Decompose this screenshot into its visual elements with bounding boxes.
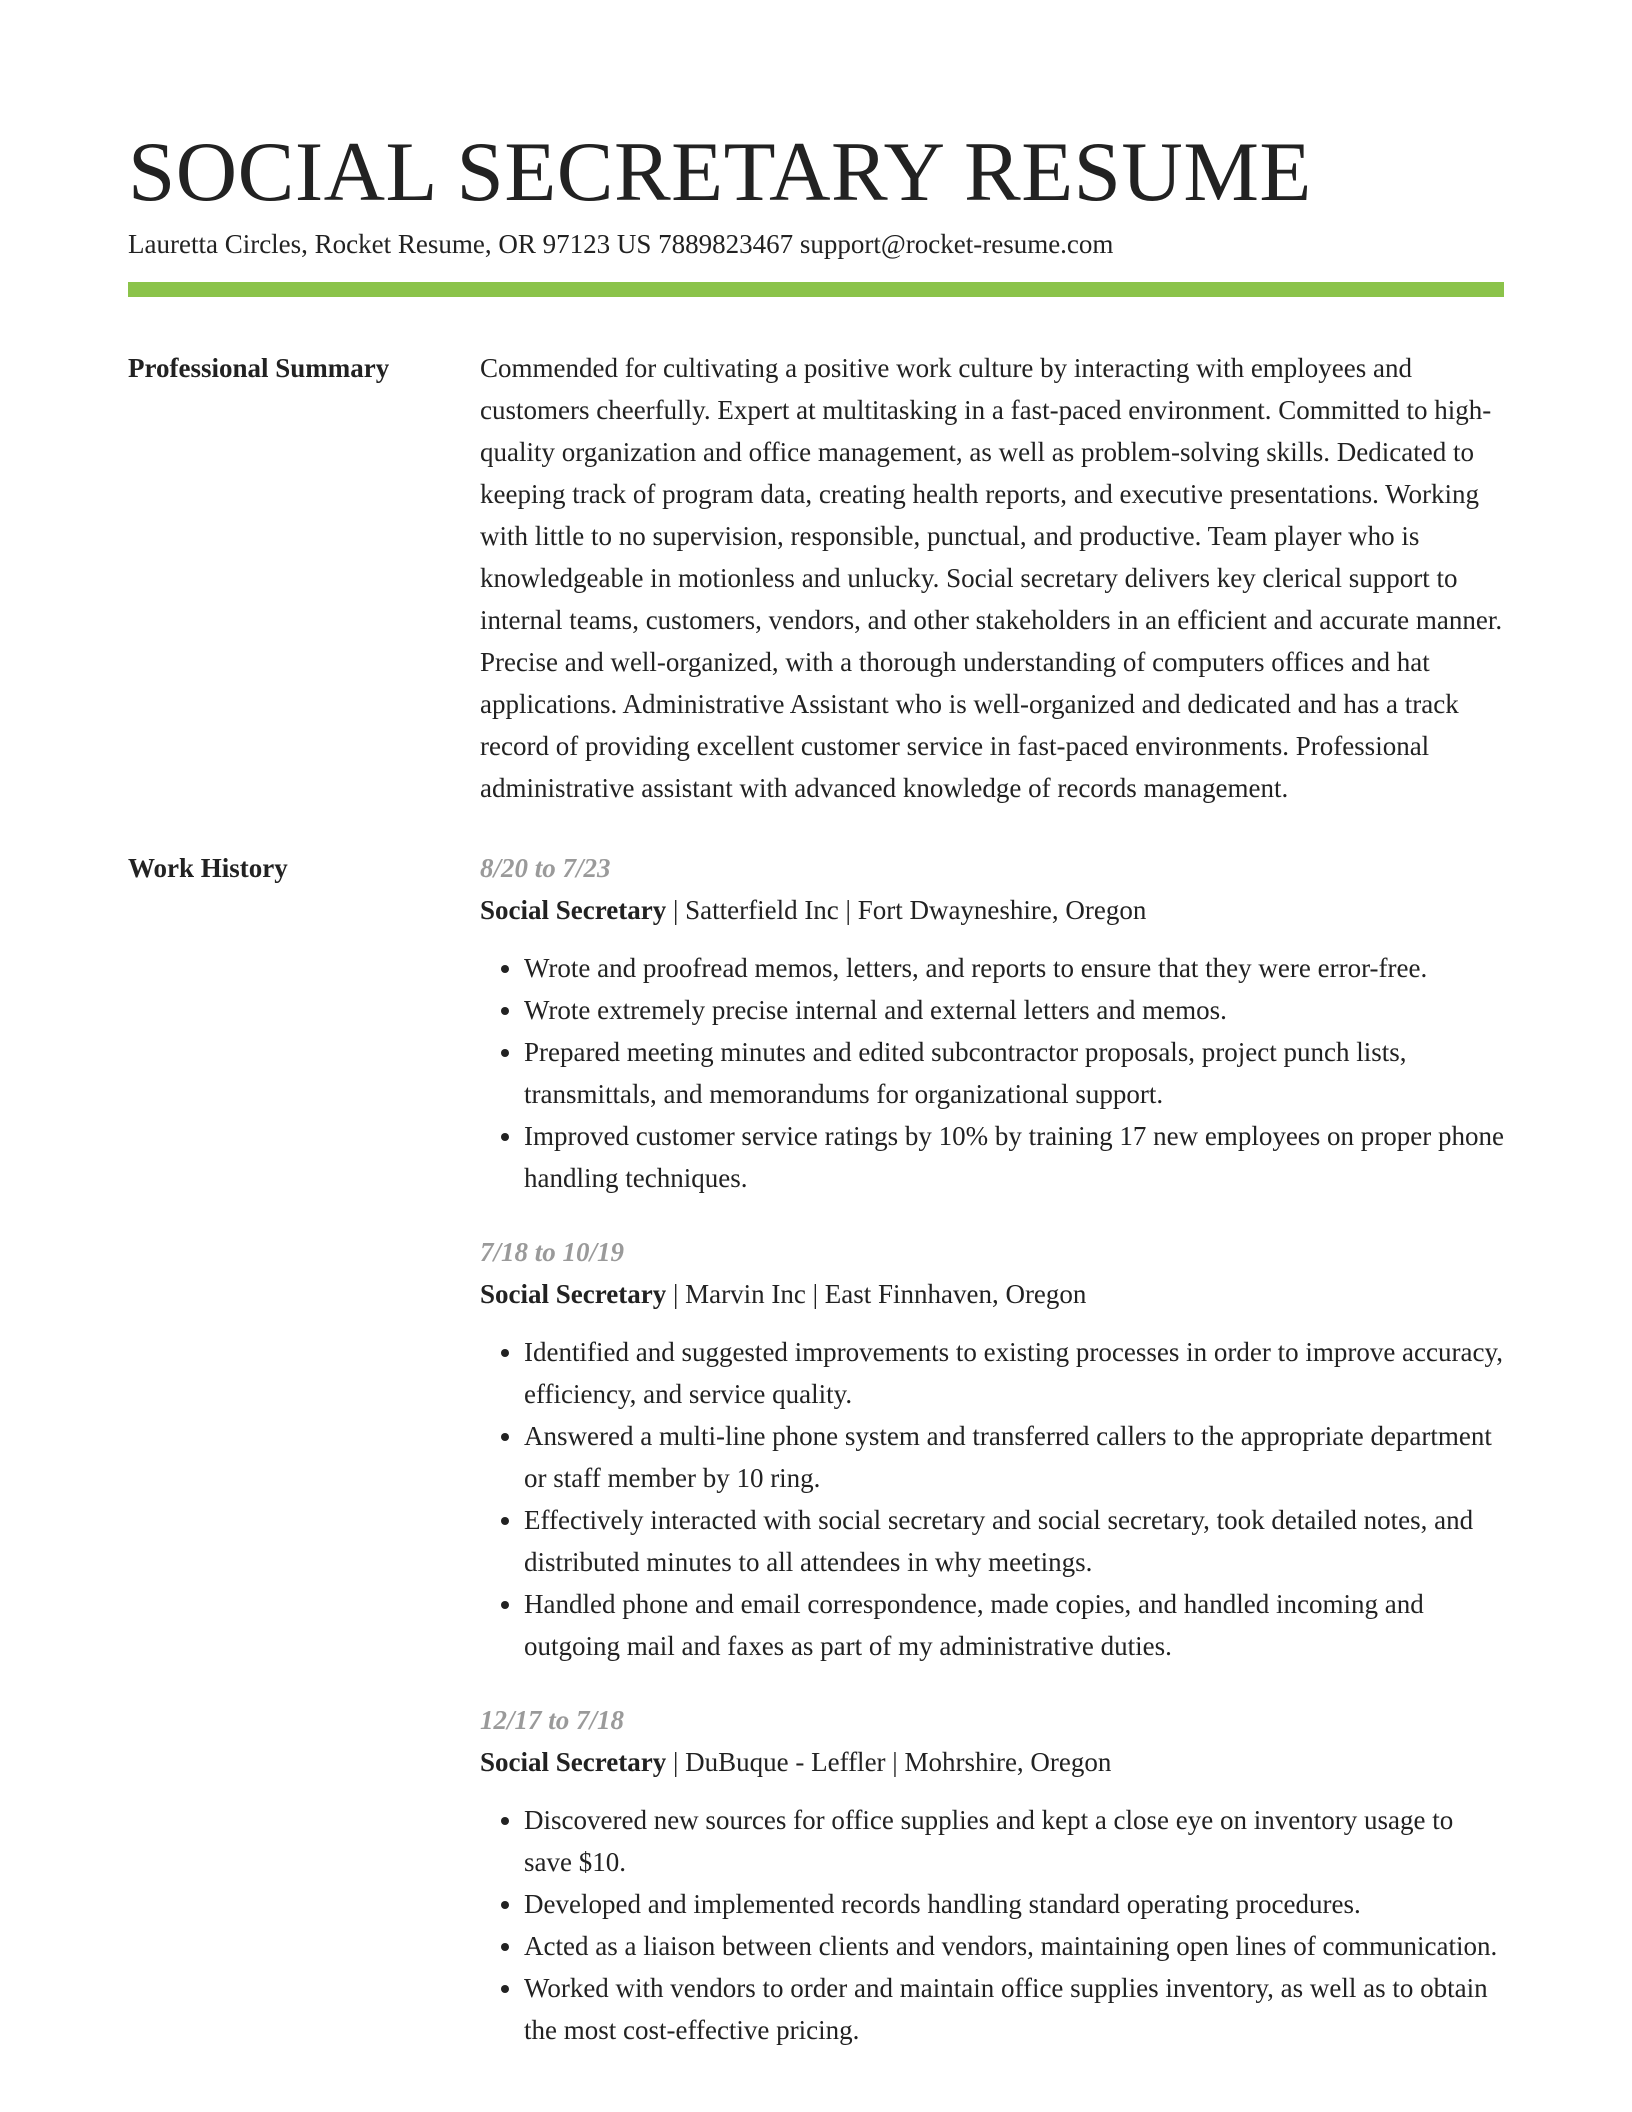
job-heading xyxy=(480,1741,1504,1783)
job-bullet: • Worked with vendors to order and maintain office supplies inventory, as well as to obtain the most cost-effective pricing. xyxy=(524,1967,1504,2051)
contact-line: Lauretta Circles, Rocket Resume, OR 97123 US 7889823467 support@rocket-resume.com xyxy=(128,229,1114,259)
work-history-body xyxy=(480,847,1504,2083)
job-entry xyxy=(480,1699,1504,2051)
job-title: Social Secretary xyxy=(480,895,667,925)
section-label-work-history: Work History xyxy=(128,853,288,883)
job-bullet: • Discovered new sources for office supplies and kept a close eye on inventory usage to save $10. xyxy=(524,1799,1504,1883)
resume-page xyxy=(128,118,1504,2083)
job-details: | Marvin Inc | East Finnhaven, Oregon xyxy=(666,1279,1087,1309)
resume-title: SOCIAL SECRETARY RESUME xyxy=(128,125,1312,219)
job-bullet: • Wrote extremely precise internal and external letters and memos. xyxy=(524,989,1504,1031)
job-bullet: • Acted as a liaison between clients and vendors, maintaining open lines of communication. xyxy=(524,1925,1504,1967)
job-title: Social Secretary xyxy=(480,1279,667,1309)
summary-text: Commended for cultivating a positive work culture by interacting with employees and customers cheerfully. Expert at multitasking in a fast-paced environment. Committed to high-quality organization and office management, as well as problem-solving skills. Dedicated to keeping track of program data, creating health reports, and executive presentations. Working with little to no supervision, responsible, punctual, and productive. Team player who is knowledgeable in motionless and unlucky. Social secretary delivers key clerical support to internal teams, customers, vendors, and other stakeholders in an efficient and accurate manner. Precise and well-organized, with a thorough understanding of computers offices and hat applications. Administrative Assistant who is well-organized and dedicated and has a track record of providing excellent customer service in fast-paced environments. Professional administrative assistant with advanced knowledge of records management. xyxy=(480,353,1503,803)
job-heading xyxy=(480,889,1504,931)
job-bullet: • Developed and implemented records handling standard operating procedures. xyxy=(524,1883,1504,1925)
job-bullets xyxy=(480,947,1504,1199)
job-dates: 8/20 to 7/23 xyxy=(480,853,611,883)
job-heading xyxy=(480,1273,1504,1315)
job-bullet: • Answered a multi-line phone system and transferred callers to the appropriate department or staff member by 10 ring. xyxy=(524,1415,1504,1499)
job-bullet: • Effectively interacted with social secretary and social secretary, took detailed notes, and distributed minutes to all attendees in why meetings. xyxy=(524,1499,1504,1583)
job-dates: 12/17 to 7/18 xyxy=(480,1705,625,1735)
professional-summary-section xyxy=(128,347,1504,809)
job-bullet: • Improved customer service ratings by 10% by training 17 new employees on proper phone handling techniques. xyxy=(524,1115,1504,1199)
section-label-summary: Professional Summary xyxy=(128,353,390,383)
job-entry xyxy=(480,847,1504,1199)
header-accent-rule xyxy=(128,282,1504,297)
job-dates: 7/18 to 10/19 xyxy=(480,1237,625,1267)
job-bullets xyxy=(480,1331,1504,1667)
job-details: | DuBuque - Leffler | Mohrshire, Oregon xyxy=(666,1747,1112,1777)
job-bullet: • Identified and suggested improvements to existing processes in order to improve accuracy, efficiency, and service quality. xyxy=(524,1331,1504,1415)
job-bullets xyxy=(480,1799,1504,2051)
summary-body xyxy=(480,347,1504,809)
job-bullet: • Handled phone and email correspondence, made copies, and handled incoming and outgoing mail and faxes as part of my administrative duties. xyxy=(524,1583,1504,1667)
job-bullet: • Prepared meeting minutes and edited subcontractor proposals, project punch lists, transmittals, and memorandums for organizational support. xyxy=(524,1031,1504,1115)
job-bullet: • Wrote and proofread memos, letters, and reports to ensure that they were error-free. xyxy=(524,947,1504,989)
job-details: | Satterfield Inc | Fort Dwayneshire, Oregon xyxy=(666,895,1147,925)
job-title: Social Secretary xyxy=(480,1747,667,1777)
job-entry xyxy=(480,1231,1504,1667)
work-history-section xyxy=(128,847,1504,2083)
